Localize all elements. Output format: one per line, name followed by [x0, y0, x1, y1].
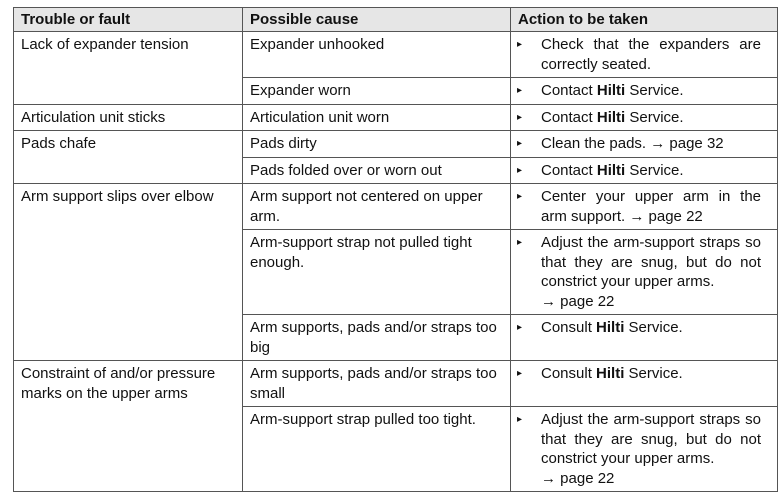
table-row: [14, 361, 778, 407]
cause-cell: Expander unhooked: [243, 32, 511, 78]
action-cell: ▸ Contact Hilti Service.: [511, 104, 778, 131]
cause-cell: Articulation unit worn: [243, 104, 511, 131]
header-row: [14, 8, 778, 32]
bullet-arrow-icon: ▸: [517, 414, 523, 425]
cause-cell: Arm-support strap pulled too tight.: [243, 407, 511, 492]
brand-name: Hilti: [596, 319, 625, 336]
header-action: Action to be taken: [511, 8, 778, 32]
bullet-arrow-icon: ▸: [517, 322, 523, 333]
table-row: [14, 32, 778, 78]
brand-name: Hilti: [596, 161, 626, 179]
action-cell: ▸ Consult Hilti Service.: [511, 361, 778, 407]
action-cell: ▸ Contact Hilti Service.: [511, 157, 778, 184]
fault-cell: Articulation unit sticks: [14, 104, 243, 131]
action-cell: ▸ Consult Hilti Service.: [511, 315, 778, 361]
bullet-arrow-icon: ▸: [517, 164, 523, 176]
cause-cell: Expander worn: [243, 78, 511, 105]
action-cell: ▸ Contact Hilti Service.: [511, 78, 778, 105]
fault-cell: Lack of expander tension: [14, 32, 243, 105]
action-cell: ▸ Adjust the arm-support straps so that they are snug, but do not constrict your upper arms. → page 22: [511, 407, 778, 492]
action-cell: ▸ Check that the expanders are correctly seated.: [511, 32, 778, 78]
troubleshooting-table: [13, 7, 778, 492]
cause-cell: Arm support not centered on upper arm.: [243, 184, 511, 230]
table-row: [14, 104, 778, 131]
cause-cell: Arm supports, pads and/or straps too small: [243, 361, 511, 407]
table-row: [14, 131, 778, 158]
cause-cell: Arm-support strap not pulled tight enough.: [243, 230, 511, 315]
bullet-arrow-icon: ▸: [517, 39, 523, 50]
bullet-arrow-icon: ▸: [517, 191, 523, 202]
fault-cell: Arm support slips over elbow: [14, 184, 243, 361]
header-trouble: Trouble or fault: [14, 8, 243, 32]
action-cell: ▸ Center your upper arm in the arm support. → page 22: [511, 184, 778, 230]
bullet-arrow-icon: ▸: [517, 237, 523, 248]
action-cell: ▸ Adjust the arm-support straps so that they are snug, but do not constrict your upper arms. → page 22: [511, 230, 778, 315]
action-cell: ▸ Clean the pads. → page 32: [511, 131, 778, 158]
brand-name: Hilti: [596, 365, 625, 382]
fault-cell: Pads chafe: [14, 131, 243, 184]
bullet-arrow-icon: ▸: [517, 368, 523, 379]
cause-cell: Pads folded over or worn out: [243, 157, 511, 184]
header-cause: Possible cause: [243, 8, 511, 32]
fault-cell: Constraint of and/or pressure marks on the upper arms: [14, 361, 243, 492]
cause-cell: Pads dirty: [243, 131, 511, 158]
brand-name: Hilti: [596, 108, 626, 126]
brand-name: Hilti: [596, 82, 626, 99]
bullet-arrow-icon: ▸: [517, 138, 523, 149]
cause-cell: Arm supports, pads and/or straps too big: [243, 315, 511, 361]
bullet-arrow-icon: ▸: [517, 85, 523, 96]
table-row: [14, 184, 778, 230]
bullet-arrow-icon: ▸: [517, 111, 523, 123]
